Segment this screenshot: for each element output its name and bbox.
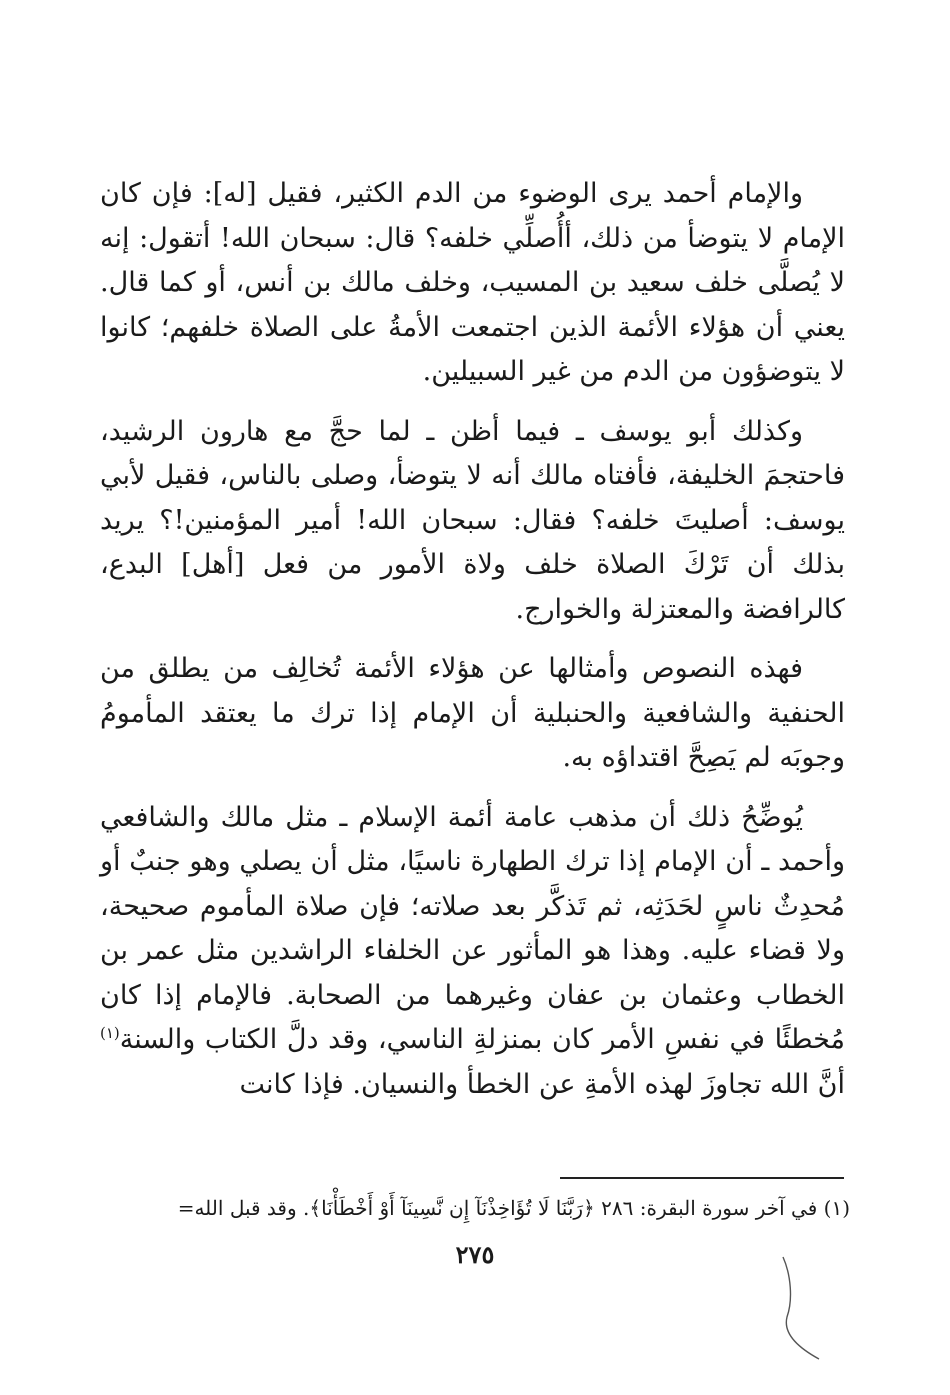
paragraph-4: يُوضِّحُ ذلك أن مذهب عامة أئمة الإسلام ـ مثل مالك والشافعي وأحمد ـ أن الإمام إذا ترك الطهارة ناسيًا، مثل أن يصلي وهو جنبٌ أو مُحدِثٌ ناسٍ لحَدَثِه، ثم تَذكَّر بعد صلاته؛ فإن صلاة المأموم صحيحة، ولا قضاء عليه. وهذا هو المأثور عن الخلفاء الراشدين مثل عمر بن الخطاب وعثمان بن عفان وغيرهما من الصحابة. فالإمام إذا كان مُخطئًا في نفسِ الأمر كان بمنزلةِ الناسي، وقد دلَّ الكتاب والسنة$^{(١)}$ أنَّ الله تجاوزَ لهذه الأمةِ عن الخطأ والنسيان. فإذا كانت <box>100 801 845 1100</box>
paragraph-2: وكذلك أبو يوسف ـ فيما أظن ـ لما حجَّ مع هارون الرشيد، فاحتجمَ الخليفة، فأفتاه مالك أنه لا يتوضأ، وصلى بالناس، فقيل لأبي يوسف: أصليتَ خلفه؟ فقال: سبحان الله! أمير المؤمنين!؟ يريد بذلك أن تَرْكَ الصلاة خلف ولاة الأمور من فعل [أهل] البدع، كالرافضة والمعتزلة والخوارج. <box>100 415 845 625</box>
paragraph-3: فهذه النصوص وأمثالها عن هؤلاء الأئمة تُخالِف من يطلق من الحنفية والشافعية والحنبلية أن الإمام إذا ترك ما يعتقد المأمومُ وجوبَه لم يَصِحَّ اقتداؤه به. <box>100 653 845 773</box>
main-text <box>100 172 845 1122</box>
footnote-divider <box>560 1177 844 1179</box>
pen-mark-icon <box>775 1255 845 1365</box>
page-number: ٢٧٥ <box>455 1240 495 1269</box>
footnote-reference[interactable]: (١) <box>100 1024 120 1042</box>
footnote-1: (١) في آخر سورة البقرة: ٢٨٦ ﴿رَبَّنَا لَا تُؤَاخِذْنَآ إِن نَّسِينَآ أَوْ أَخْطَأْنَا﴾. وقد قبل الله= <box>177 1196 850 1220</box>
paragraph-1: والإمام أحمد يرى الوضوء من الدم الكثير، فقيل [له]: فإن كان الإمام لا يتوضأ من ذلك، أأُصلِّي خلفه؟ قال: سبحان الله! أتقول: إنه لا يُصلَّى خلف سعيد بن المسيب، وخلف مالك بن أنس، أو كما قال. يعني أن هؤلاء الأئمة الذين اجتمعت الأمةُ على الصلاة خلفهم؛ كانوا لا يتوضؤون من الدم من غير السبيلين. <box>100 178 845 387</box>
